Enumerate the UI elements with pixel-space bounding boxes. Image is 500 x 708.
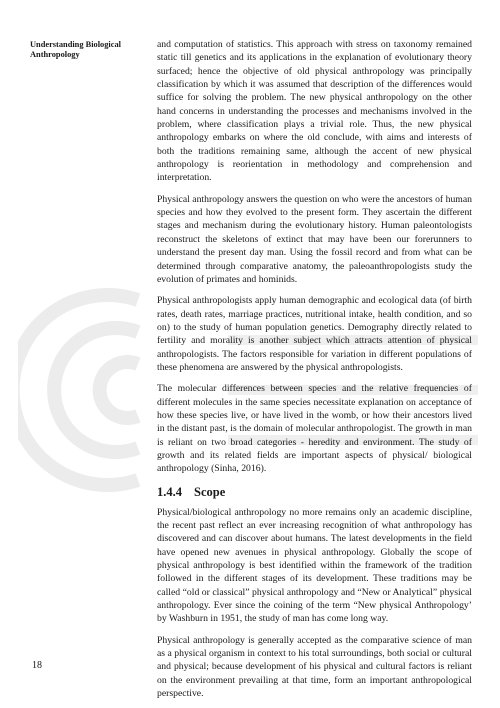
paragraph: Physical anthropologists apply human demographic and ecological data (of birth rates, death rates, marriage practices, nutritional intake, health condition, and so on) to the study of human population genetics. Demography directly related to fertility and morality is another subject which attracts attention of physical anthropologists. The factors responsible for variation in different populations of these phenomena are answered by the physical anthropologists. xyxy=(157,295,472,373)
section-title: Scope xyxy=(194,484,226,499)
page-number: 18 xyxy=(32,660,42,671)
paragraph: and computation of statistics. This approach with stress on taxonomy remained static till genetics and its applications in the explanation of evolutionary theory surfaced; hence the objective of old physical anthropology was principally classification by which it was assumed that description of the differences would suffice for solving the problem. The new physical anthropology on the other hand concerns in understanding the processes and mechanisms involved in the problem, where classification plays a trivial role. Thus, the new physical anthropology embarks on where the old conclude, with aims and interests of both the traditions remaining same, although the accent of new physical anthropology is reorientation in methodology and comprehension and interpretation. xyxy=(157,39,472,184)
main-text xyxy=(157,38,472,708)
running-head-line-2: Anthropology xyxy=(30,50,80,59)
paragraph: Physical anthropology is generally accepted as the comparative science of man as a physical organism in context to his total surroundings, both social or cultural and physical; because development of his physical and cultural factors is reliant on the environment prevailing at that time, form an important anthropological perspective. xyxy=(157,634,472,700)
paragraph: Physical anthropology answers the question on who were the ancestors of human species and how they evolved to the present form. They ascertain the different stages and mechanism during the evolutionary history. Human paleontologists reconstruct the skeletons of extinct that may have been our forerunners to understand the present day man. Using the fossil record and from what can be determined through comparative anatomy, the paleoanthropologists study the evolution of primates and hominids. xyxy=(157,193,472,285)
running-head xyxy=(30,40,145,60)
section-heading xyxy=(157,484,472,500)
paragraph: The molecular differences between species and the relative frequencies of different molecules in the same species necessitate explanation on acceptance of how these species live, or have lived in the womb, or how their ancestors lived in the distant past, is the domain of molecular anthropologist. The growth in man is reliant on two broad categories - heredity and environment. The study of growth and its related fields are important aspects of physical/ biological anthropology (Sinha, 2016). xyxy=(157,383,472,475)
running-head-line-1: Understanding Biological xyxy=(30,40,121,49)
section-number: 1.4.4 xyxy=(157,484,182,499)
paragraph: Physical/biological anthropology no more remains only an academic discipline, the recent past reflect an ever increasing recognition of what anthropology has discovered and can discover about humans. The latest developments in the field have opened new avenues in physical anthropology. Globally the scope of physical anthropology is best identified within the framework of the tradition followed in the different stages of its development. These traditions may be called “old or classical” physical anthropology and “New or Analytical” physical anthropology. Ever since the coining of the term “New physical Anthropology’ by Washburn in 1951, the study of man has come long way. xyxy=(157,506,472,625)
